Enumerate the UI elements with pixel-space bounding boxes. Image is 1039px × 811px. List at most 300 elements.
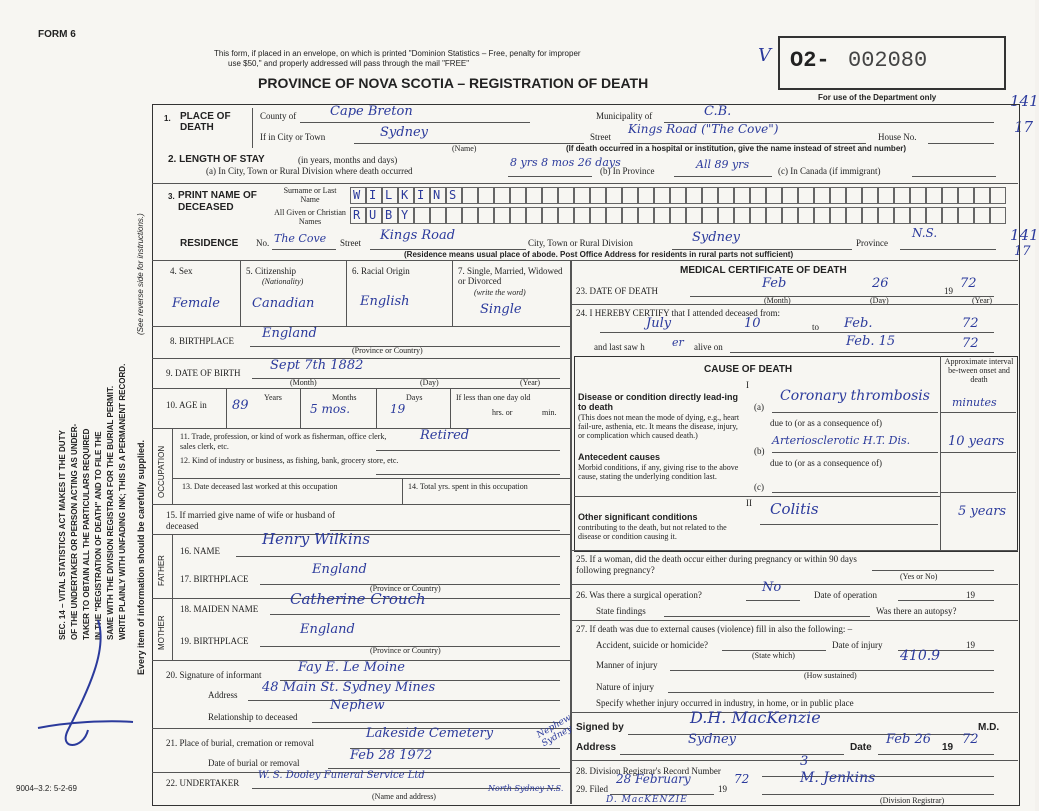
given-name-cell: [510, 207, 526, 224]
surname-cell: [974, 187, 990, 204]
signer-address-value: Sydney: [688, 732, 736, 747]
mother-side-rule: [172, 598, 173, 660]
attend-label: 24. I HEREBY CERTIFY that I attended deceased from:: [576, 308, 780, 318]
alive-on-line: [730, 352, 994, 353]
sign-date-value: Feb 26: [886, 732, 931, 747]
street-label: Street: [590, 132, 611, 142]
given-name-cell: [862, 207, 878, 224]
surname-cell: [462, 187, 478, 204]
surname-cell: [750, 187, 766, 204]
given-name-cell: [910, 207, 926, 224]
registration-prefix: O2-: [790, 48, 830, 73]
given-label: All Given or Christian Names: [274, 208, 346, 226]
attend-line: [600, 332, 994, 333]
street-value: Kings Road ("The Cove"): [628, 122, 779, 136]
residence-province-line: [900, 249, 996, 250]
mother-side-label: MOTHER: [157, 615, 166, 650]
dob-month-label: (Month): [290, 378, 317, 387]
surname-letter: K: [401, 188, 409, 202]
father-name-label: 16. NAME: [180, 546, 220, 556]
residence-no-label: No.: [256, 238, 270, 248]
sign-date-line: [878, 754, 994, 755]
margin-supply-note: Every item of information should be carefully supplied.: [136, 439, 146, 675]
hrs-label: hrs. or: [492, 408, 513, 417]
place-num: 1.: [164, 114, 171, 123]
name-top-rule: [152, 183, 1018, 184]
age-div-3: [376, 388, 377, 428]
father-birthplace-value: England: [312, 562, 367, 577]
reg-number-value: 3: [800, 754, 809, 769]
burial-date-line: [328, 768, 560, 769]
surname-cell: [398, 187, 414, 204]
registration-number-box: [778, 36, 1006, 90]
alive-on-label: alive on: [694, 342, 723, 352]
surname-cell: [814, 187, 830, 204]
stay-c-line: [912, 176, 996, 177]
relationship-value: Nephew: [330, 698, 385, 713]
given-name-cell: [430, 207, 446, 224]
cause-a-value: Coronary thrombosis: [780, 388, 930, 404]
municipality-value: C.B.: [704, 104, 732, 119]
surname-cell: [350, 187, 366, 204]
yes-no-label: (Yes or No): [900, 572, 938, 581]
surname-cell: [430, 187, 446, 204]
death-day: 26: [872, 276, 889, 291]
given-name-cell: [750, 207, 766, 224]
cause-a-label: (a): [754, 402, 764, 412]
residence-city-label: City, Town or Rural Division: [528, 238, 633, 248]
other-interval: 5 years: [958, 504, 1007, 519]
informant-sig-label: 20. Signature of informant: [166, 670, 262, 680]
given-name-cell: [990, 207, 1006, 224]
spouse-label: 15. If married give name of wife or husband of deceased: [166, 510, 335, 531]
surname-cell: [862, 187, 878, 204]
signer-address-line: [620, 754, 844, 755]
given-name-cell: [414, 207, 430, 224]
sign-year: 72: [962, 732, 979, 747]
surname-cell: [878, 187, 894, 204]
mother-birthplace-sublabel: (Province or Country): [370, 646, 441, 655]
attend-to-label: to: [812, 322, 820, 332]
age-months-value: 5 mos.: [310, 402, 351, 416]
age-years-value: 89: [232, 398, 249, 413]
father-name-line: [236, 556, 560, 557]
surname-letter: W: [353, 188, 361, 202]
place-bracket: [252, 108, 253, 148]
filed-year-prefix: 19: [718, 784, 727, 794]
surname-cell: [734, 187, 750, 204]
occupation-side-rule: [172, 428, 173, 504]
attend-to: Feb.: [844, 316, 873, 331]
surname-cell: [798, 187, 814, 204]
given-name-cell: [558, 207, 574, 224]
residence-no-value: The Cove: [274, 232, 327, 245]
surgery-value: No: [762, 580, 782, 595]
business-line: [376, 474, 560, 475]
stamp-text-2: Nephew Sydney: [535, 712, 575, 750]
rule-24: [570, 304, 1018, 305]
surname-cell: [782, 187, 798, 204]
registration-number: 002080: [848, 48, 928, 73]
attend-from-day: 10: [744, 316, 761, 331]
age-days-value: 19: [390, 402, 406, 416]
how-sustained-label: (How sustained): [804, 671, 857, 680]
surgery-line: [746, 600, 800, 601]
stay-sublabel: (in years, months and days): [298, 155, 398, 165]
trade-line: [376, 450, 560, 451]
autopsy-label: Was there an autopsy?: [876, 606, 957, 616]
undertaker-sublabel: (Name and address): [372, 792, 436, 801]
rule-28: [570, 760, 1018, 761]
registrar-label: (Division Registrar): [880, 796, 945, 805]
form-label: FORM 6: [38, 29, 76, 40]
surname-cell: [926, 187, 942, 204]
given-name-cell: [606, 207, 622, 224]
stay-label: 2. LENGTH OF STAY: [168, 154, 265, 165]
residence-no-line: [272, 249, 336, 250]
given-name-cell: [622, 207, 638, 224]
external-label: 27. If death was due to external causes (violence) fill in also the following: –: [576, 624, 853, 634]
burial-date-value: Feb 28 1972: [350, 748, 433, 763]
surname-cell: [366, 187, 382, 204]
due-to-1: due to (or as a consequence of): [770, 418, 882, 428]
md-label: M.D.: [978, 722, 1000, 733]
given-name-cell: [574, 207, 590, 224]
house-line: [928, 143, 994, 144]
mother-maiden-value: Catherine Crouch: [290, 590, 426, 608]
surname-letter: L: [385, 188, 393, 202]
age-label: 10. AGE in: [166, 400, 207, 410]
rule-21: [152, 728, 570, 729]
div-6-7: [452, 260, 453, 326]
interval-b-line: [940, 452, 1016, 453]
given-name-letter: Y: [401, 208, 409, 222]
surname-cell: [622, 187, 638, 204]
cause-a-interval: minutes: [952, 396, 997, 409]
form-title: PROVINCE OF NOVA SCOTIA – REGISTRATION OF DEATH: [258, 75, 649, 91]
surname-cell: [558, 187, 574, 204]
age-div-4: [450, 388, 451, 428]
surname-cell: [606, 187, 622, 204]
marital-value: Single: [480, 302, 522, 317]
given-name-cell: [894, 207, 910, 224]
place-label: PLACE OF DEATH: [180, 111, 231, 133]
div-5-6: [346, 260, 347, 326]
margin-line-1: SEC. 14 – VITAL STATISTICS ACT MAKES IT THE DUTY: [58, 430, 67, 640]
given-name-cell: [702, 207, 718, 224]
given-name-cell: [830, 207, 846, 224]
father-birthplace-label: 17. BIRTHPLACE: [180, 574, 249, 584]
last-saw-label: and last saw h: [594, 342, 645, 352]
surname-letter: S: [449, 188, 457, 202]
cause-b-label: (b): [754, 446, 765, 456]
injury-date-label: Date of injury: [832, 640, 883, 650]
envelope-note-2: use $50," and properly addressed will pass through the mail "FREE": [228, 59, 470, 68]
house-label: House No.: [878, 132, 917, 142]
burial-date-label: Date of burial or removal: [208, 758, 300, 768]
cause-title: CAUSE OF DEATH: [704, 364, 793, 375]
surname-cell: [574, 187, 590, 204]
given-name-cell: [958, 207, 974, 224]
op-date-line: [898, 600, 994, 601]
given-name-cell: [942, 207, 958, 224]
last-saw-her: er: [672, 336, 684, 349]
margin-line-2: OF THE UNDERTAKER OR PERSON ACTING AS UNDER-: [70, 423, 79, 640]
county-line: [300, 122, 530, 123]
envelope-note-1: This form, if placed in an envelope, on which is printed "Dominion Statistics – Free, penalty for improper: [214, 49, 581, 58]
city-value: Sydney: [380, 125, 428, 140]
cause-a-line: [772, 412, 938, 413]
stay-a-line: [508, 176, 592, 177]
nature-line: [668, 692, 994, 693]
interval-divider: [940, 356, 941, 550]
antecedent-label: Antecedent causes: [578, 452, 661, 462]
registrar-line: [762, 794, 994, 795]
dob-year-label: (Year): [520, 378, 541, 387]
father-birthplace-sublabel: (Province or Country): [370, 584, 441, 593]
rule-15: [152, 504, 570, 505]
given-name-cell: [926, 207, 942, 224]
state-findings-label: State findings: [596, 606, 646, 616]
business-label: 12. Kind of industry or business, as fishing, bank, grocery store, etc.: [180, 456, 399, 465]
other-sublabel: contributing to the death, but not related to the disease or condition causing it.: [578, 523, 727, 541]
margin-code-4: 17: [1014, 244, 1031, 259]
rule-25: [570, 550, 1018, 551]
age-years-label: Years: [264, 393, 282, 402]
other-line: [760, 524, 938, 525]
given-name-cell: [766, 207, 782, 224]
given-name-cell: [382, 207, 398, 224]
relationship-line: [312, 722, 560, 723]
death-year-label: (Year): [972, 296, 993, 305]
scribble-mark: [28, 610, 138, 760]
op-year-prefix: 19: [966, 590, 975, 600]
manner-label: Manner of injury: [596, 660, 658, 670]
sign-date-label: Date: [850, 742, 872, 753]
age-div-2: [300, 388, 301, 428]
injury-year-prefix: 19: [966, 640, 975, 650]
margin-line-3: TAKER TO OBTAIN ALL THE PARTICULARS REQUIRED: [82, 428, 91, 640]
cause-c-line: [772, 492, 938, 493]
informant-sig-value: Fay E. Le Moine: [298, 660, 405, 675]
op-date-label: Date of operation: [814, 590, 877, 600]
racial-value: English: [360, 294, 410, 309]
part-two: II: [746, 498, 752, 508]
due-to-2: due to (or as a consequence of): [770, 458, 882, 468]
mother-maiden-label: 18. MAIDEN NAME: [180, 604, 259, 614]
given-name-cell: [446, 207, 462, 224]
stay-b-label: (b) In Province: [600, 166, 655, 176]
alive-on-value: Feb. 15: [846, 334, 896, 349]
given-name-cell: [814, 207, 830, 224]
rule-10: [152, 388, 570, 389]
residence-street-label: Street: [340, 238, 361, 248]
death-day-label: (Day): [870, 296, 889, 305]
rule-13: [172, 478, 570, 479]
father-name-value: Henry Wilkins: [262, 530, 371, 548]
given-name-cell: [654, 207, 670, 224]
surname-cell: [526, 187, 542, 204]
surname-cell: [702, 187, 718, 204]
dob-label: 9. DATE OF BIRTH: [166, 368, 241, 378]
surgery-label: 26. Was there a surgical operation?: [576, 590, 702, 600]
given-name-cell: [686, 207, 702, 224]
given-name-cell: [462, 207, 478, 224]
given-name-cell: [878, 207, 894, 224]
dob-day-label: (Day): [420, 378, 439, 387]
age-less-label: If less than one day old: [456, 393, 531, 402]
margin-code-3: 141: [1010, 226, 1039, 244]
surname-cell: [446, 187, 462, 204]
surname-cell: [478, 187, 494, 204]
informant-address-line: [248, 700, 560, 701]
surname-cell: [654, 187, 670, 204]
registrar-signature: M. Jenkins: [800, 770, 876, 786]
rule-27: [570, 620, 1018, 621]
stay-c-label: (c) In Canada (if immigrant): [778, 166, 881, 176]
age-div-1: [226, 388, 227, 428]
stay-a-label: (a) In City, Town or Rural Division where death occurred: [206, 166, 413, 176]
informant-address-label: Address: [208, 690, 238, 700]
rule-26: [570, 584, 1018, 585]
cause-b-value: Arteriosclerotic H.T. Dis.: [772, 434, 911, 447]
given-name-cell: [478, 207, 494, 224]
surname-cell: [686, 187, 702, 204]
surname-cell: [766, 187, 782, 204]
undertaker-value: W. S. Dooley Funeral Service Ltd: [258, 770, 425, 781]
given-name-cell: [494, 207, 510, 224]
reg-number-line: [762, 776, 994, 777]
racial-label: 6. Racial Origin: [352, 266, 410, 276]
occupation-side-label: OCCUPATION: [157, 445, 166, 498]
surname-cell: [670, 187, 686, 204]
direct-sublabel: (This does not mean the mode of dying, e.g., heart fail-ure, asthenia, etc. It means the disease, injury, or complication which caused death.): [578, 413, 740, 440]
surname-cell: [958, 187, 974, 204]
surname-cell: [718, 187, 734, 204]
div-13-14: [402, 478, 403, 504]
signed-label: Signed by: [576, 722, 624, 733]
name-num: 3.: [168, 192, 175, 201]
relationship-label: Relationship to deceased: [208, 712, 298, 722]
interval-a-line: [940, 412, 1016, 413]
pregnancy-label: 25. If a woman, did the death occur either during pregnancy or within 90 days following pregnancy?: [576, 554, 857, 575]
stay-b-value: All 89 yrs: [696, 158, 750, 171]
mother-birthplace-value: England: [300, 622, 355, 637]
surname-cell: [942, 187, 958, 204]
given-name-letter: U: [369, 208, 377, 222]
surname-cell: [910, 187, 926, 204]
div-4-5: [240, 260, 241, 326]
sex-label: 4. Sex: [170, 266, 193, 276]
birthplace-label: 8. BIRTHPLACE: [170, 336, 234, 346]
margin-code-2: 17: [1014, 118, 1034, 136]
manner-value: 410.9: [900, 648, 941, 664]
rule-11: [152, 428, 570, 429]
filed-label: 29. Filed: [576, 784, 609, 794]
part-one: I: [746, 380, 749, 390]
state-findings-line: [664, 616, 870, 617]
other-label: Other significant conditions: [578, 512, 698, 522]
birthplace-sublabel: (Province or Country): [352, 346, 423, 355]
given-name-letter: R: [353, 208, 361, 222]
surname-cell: [510, 187, 526, 204]
given-name-cell: [526, 207, 542, 224]
rule-8: [152, 326, 570, 327]
last-worked-label: 13. Date deceased last worked at this occupation: [182, 482, 338, 491]
medical-title: MEDICAL CERTIFICATE OF DEATH: [680, 265, 847, 276]
footer-code: 9004–3.2: 5-2-69: [16, 784, 77, 793]
other-value: Colitis: [770, 500, 819, 518]
cause-b-line: [772, 452, 938, 453]
surname-letter: I: [369, 188, 377, 202]
given-name-cell: [734, 207, 750, 224]
dept-use-label: For use of the Department only: [818, 93, 937, 102]
death-month: Feb: [762, 276, 787, 291]
filed-value: 28 February: [616, 772, 691, 786]
surname-cell: [990, 187, 1006, 204]
father-side-rule: [172, 534, 173, 598]
residence-label: RESIDENCE: [180, 238, 239, 249]
municipality-label: Municipality of: [596, 111, 653, 121]
part-two-rule: [574, 496, 940, 497]
attend-year: 72: [962, 316, 979, 331]
attend-from: July: [646, 316, 672, 331]
filed-year: 72: [734, 772, 750, 786]
interval-c-line: [940, 492, 1016, 493]
date-of-death-label: 23. DATE OF DEATH: [576, 286, 658, 296]
residence-city-value: Sydney: [692, 230, 740, 245]
signer-address-label: Address: [576, 742, 617, 753]
nature-label: Nature of injury: [596, 682, 654, 692]
surname-letter: I: [417, 188, 425, 202]
residence-province-label: Province: [856, 238, 888, 248]
given-name-cell: [590, 207, 606, 224]
death-month-label: (Month): [764, 296, 791, 305]
stamp-text: D. MacKENZIE: [606, 795, 688, 805]
death-year: 72: [960, 276, 977, 291]
surname-letter: N: [433, 188, 441, 202]
residence-note: (Residence means usual place of abode. Post Office Address for residents in rural parts not sufficient): [404, 250, 794, 259]
industry-label: Specify whether injury occurred in industry, in home, or in public place: [596, 698, 854, 708]
signed-value: D.H. MacKenzie: [690, 708, 821, 727]
given-name-cell: [798, 207, 814, 224]
age-months-label: Months: [332, 393, 357, 402]
min-label: min.: [542, 408, 557, 417]
age-days-label: Days: [406, 393, 423, 402]
citizenship-sublabel: (Nationality): [262, 277, 304, 286]
undertaker-extra: North Sydney N.S.: [488, 784, 564, 793]
surname-cell: [382, 187, 398, 204]
undertaker-label: 22. UNDERTAKER: [166, 778, 240, 788]
given-name-cell: [398, 207, 414, 224]
margin-line-5: SAME WITH THE DIVISION REGISTRAR FOR THE BURIAL PERMIT.: [106, 385, 115, 640]
date-of-death-line: [690, 296, 994, 297]
given-name-cell: [846, 207, 862, 224]
sign-year-prefix: 19: [942, 742, 954, 753]
total-years-label: 14. Total yrs. spent in this occupation: [408, 482, 528, 491]
alive-year: 72: [962, 336, 979, 351]
personal-top-rule: [152, 260, 1018, 261]
surname-label: Surname or Last Name: [283, 186, 337, 204]
surname-cell: [590, 187, 606, 204]
father-side-label: FATHER: [157, 555, 166, 586]
trade-label: 11. Trade, profession, or kind of work as fisherman, office clerk, sales clerk, etc.: [180, 432, 387, 451]
residence-street-value: Kings Road: [380, 228, 456, 243]
surname-cell: [542, 187, 558, 204]
city-name-sublabel: (Name): [452, 144, 477, 153]
marital-label: 7. Single, Married, Widowed or Divorced: [458, 266, 563, 286]
surname-cell: [638, 187, 654, 204]
